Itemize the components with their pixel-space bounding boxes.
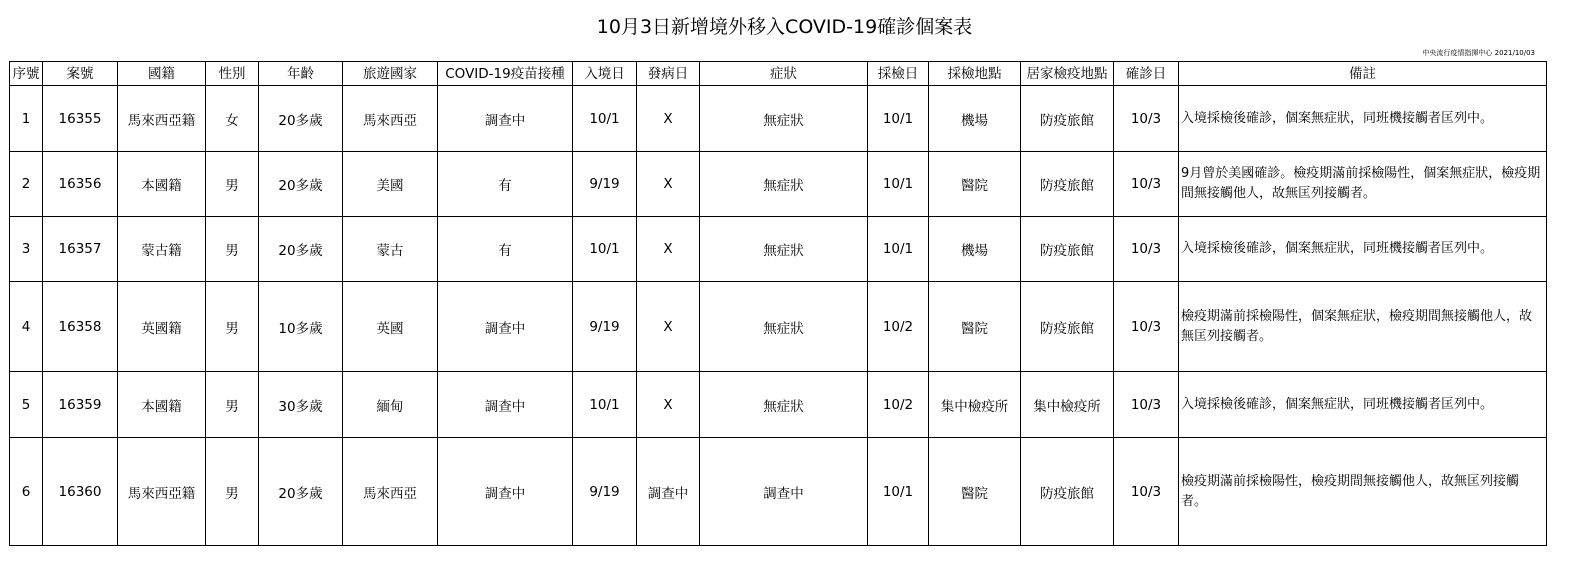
cell-sex: 男 — [206, 217, 259, 282]
col-header-sampling-site: 採檢地點 — [929, 62, 1021, 86]
cell-quarantine: 防疫旅館 — [1021, 86, 1114, 152]
table-row — [10, 152, 1547, 217]
col-header-confirmed: 確診日 — [1114, 62, 1179, 86]
cell-nationality: 本國籍 — [118, 152, 206, 217]
cell-onset: X — [637, 372, 700, 438]
cell-sampling-date: 10/1 — [868, 438, 929, 546]
cell-sampling-site: 機場 — [929, 217, 1021, 282]
cell-quarantine: 防疫旅館 — [1021, 217, 1114, 282]
cell-sampling-date: 10/2 — [868, 372, 929, 438]
col-header-vaccine: COVID-19疫苗接種 — [438, 62, 573, 86]
cell-nationality: 馬來西亞籍 — [118, 86, 206, 152]
cell-nationality: 馬來西亞籍 — [118, 438, 206, 546]
col-header-seq: 序號 — [10, 62, 43, 86]
cell-travel: 英國 — [343, 282, 438, 372]
cell-entry: 9/19 — [573, 438, 637, 546]
cell-symptom: 無症狀 — [700, 86, 868, 152]
cell-case: 16357 — [43, 217, 118, 282]
cell-symptom: 無症狀 — [700, 152, 868, 217]
cell-sex: 男 — [206, 372, 259, 438]
cell-entry: 10/1 — [573, 86, 637, 152]
table-row — [10, 282, 1547, 372]
cell-entry: 10/1 — [573, 217, 637, 282]
cell-quarantine: 防疫旅館 — [1021, 282, 1114, 372]
cell-travel: 馬來西亞 — [343, 86, 438, 152]
cell-nationality: 蒙古籍 — [118, 217, 206, 282]
cell-symptom: 無症狀 — [700, 217, 868, 282]
cell-seq: 3 — [10, 217, 43, 282]
cell-vaccine: 調查中 — [438, 282, 573, 372]
col-header-sampling-date: 採檢日 — [868, 62, 929, 86]
cell-sampling-site: 醫院 — [929, 152, 1021, 217]
cell-confirmed: 10/3 — [1114, 372, 1179, 438]
cell-case: 16356 — [43, 152, 118, 217]
cell-age: 10多歲 — [259, 282, 343, 372]
table-row — [10, 217, 1547, 282]
col-header-entry: 入境日 — [573, 62, 637, 86]
cell-quarantine: 防疫旅館 — [1021, 152, 1114, 217]
cell-travel: 馬來西亞 — [343, 438, 438, 546]
cell-travel: 蒙古 — [343, 217, 438, 282]
cell-age: 20多歲 — [259, 217, 343, 282]
cell-sex: 男 — [206, 282, 259, 372]
table-row — [10, 86, 1547, 152]
cell-travel: 緬甸 — [343, 372, 438, 438]
cell-case: 16360 — [43, 438, 118, 546]
cell-sampling-date: 10/1 — [868, 152, 929, 217]
col-header-travel: 旅遊國家 — [343, 62, 438, 86]
cell-entry: 10/1 — [573, 372, 637, 438]
cell-seq: 6 — [10, 438, 43, 546]
cell-nationality: 本國籍 — [118, 372, 206, 438]
cell-onset: X — [637, 86, 700, 152]
cell-note: 入境採檢後確診，個案無症狀，同班機接觸者匡列中。 — [1179, 217, 1547, 282]
cell-seq: 5 — [10, 372, 43, 438]
cell-case: 16355 — [43, 86, 118, 152]
cell-sampling-site: 集中檢疫所 — [929, 372, 1021, 438]
cell-vaccine: 調查中 — [438, 438, 573, 546]
cell-note: 檢疫期滿前採檢陽性，個案無症狀，檢疫期間無接觸他人，故無匡列接觸者。 — [1179, 282, 1547, 372]
cell-symptom: 無症狀 — [700, 372, 868, 438]
cell-confirmed: 10/3 — [1114, 217, 1179, 282]
cell-entry: 9/19 — [573, 152, 637, 217]
header-row — [10, 62, 1547, 86]
cell-confirmed: 10/3 — [1114, 438, 1179, 546]
cell-sex: 男 — [206, 152, 259, 217]
cell-nationality: 英國籍 — [118, 282, 206, 372]
cell-confirmed: 10/3 — [1114, 282, 1179, 372]
cell-symptom: 調查中 — [700, 438, 868, 546]
col-header-age: 年齡 — [259, 62, 343, 86]
cell-confirmed: 10/3 — [1114, 152, 1179, 217]
cell-onset: 調查中 — [637, 438, 700, 546]
page-title: 10月3日新增境外移入COVID-19確診個案表 — [596, 16, 973, 38]
cell-confirmed: 10/3 — [1114, 86, 1179, 152]
cell-sampling-date: 10/1 — [868, 217, 929, 282]
cell-case: 16359 — [43, 372, 118, 438]
col-header-onset: 發病日 — [637, 62, 700, 86]
table-row — [10, 372, 1547, 438]
cell-quarantine: 防疫旅館 — [1021, 438, 1114, 546]
cell-quarantine: 集中檢疫所 — [1021, 372, 1114, 438]
cell-onset: X — [637, 217, 700, 282]
cell-vaccine: 有 — [438, 152, 573, 217]
cell-sampling-date: 10/2 — [868, 282, 929, 372]
cell-travel: 美國 — [343, 152, 438, 217]
cell-vaccine: 調查中 — [438, 86, 573, 152]
cell-vaccine: 有 — [438, 217, 573, 282]
cell-onset: X — [637, 282, 700, 372]
cell-sex: 女 — [206, 86, 259, 152]
cell-sex: 男 — [206, 438, 259, 546]
table-row — [10, 438, 1547, 546]
cell-note: 檢疫期滿前採檢陽性，檢疫期間無接觸他人，故無匡列接觸者。 — [1179, 438, 1547, 546]
source-label: 中央流行疫情指揮中心 2021/10/03 — [1422, 49, 1535, 57]
cell-age: 20多歲 — [259, 86, 343, 152]
col-header-note: 備註 — [1179, 62, 1547, 86]
cell-sampling-site: 醫院 — [929, 438, 1021, 546]
cell-age: 20多歲 — [259, 152, 343, 217]
cell-onset: X — [637, 152, 700, 217]
case-table — [9, 61, 1547, 546]
col-header-quarantine: 居家檢疫地點 — [1021, 62, 1114, 86]
col-header-nationality: 國籍 — [118, 62, 206, 86]
cell-sampling-date: 10/1 — [868, 86, 929, 152]
col-header-case: 案號 — [43, 62, 118, 86]
cell-note: 入境採檢後確診，個案無症狀，同班機接觸者匡列中。 — [1179, 86, 1547, 152]
cell-sampling-site: 醫院 — [929, 282, 1021, 372]
cell-age: 30多歲 — [259, 372, 343, 438]
cell-seq: 1 — [10, 86, 43, 152]
cell-seq: 2 — [10, 152, 43, 217]
col-header-symptom: 症狀 — [700, 62, 868, 86]
cell-sampling-site: 機場 — [929, 86, 1021, 152]
cell-note: 9月曾於美國確診。檢疫期滿前採檢陽性，個案無症狀，檢疫期間無接觸他人，故無匡列接觸者。 — [1179, 152, 1547, 217]
col-header-sex: 性別 — [206, 62, 259, 86]
cell-note: 入境採檢後確診，個案無症狀，同班機接觸者匡列中。 — [1179, 372, 1547, 438]
cell-seq: 4 — [10, 282, 43, 372]
cell-entry: 9/19 — [573, 282, 637, 372]
cell-age: 20多歲 — [259, 438, 343, 546]
cell-vaccine: 調查中 — [438, 372, 573, 438]
cell-symptom: 無症狀 — [700, 282, 868, 372]
cell-case: 16358 — [43, 282, 118, 372]
